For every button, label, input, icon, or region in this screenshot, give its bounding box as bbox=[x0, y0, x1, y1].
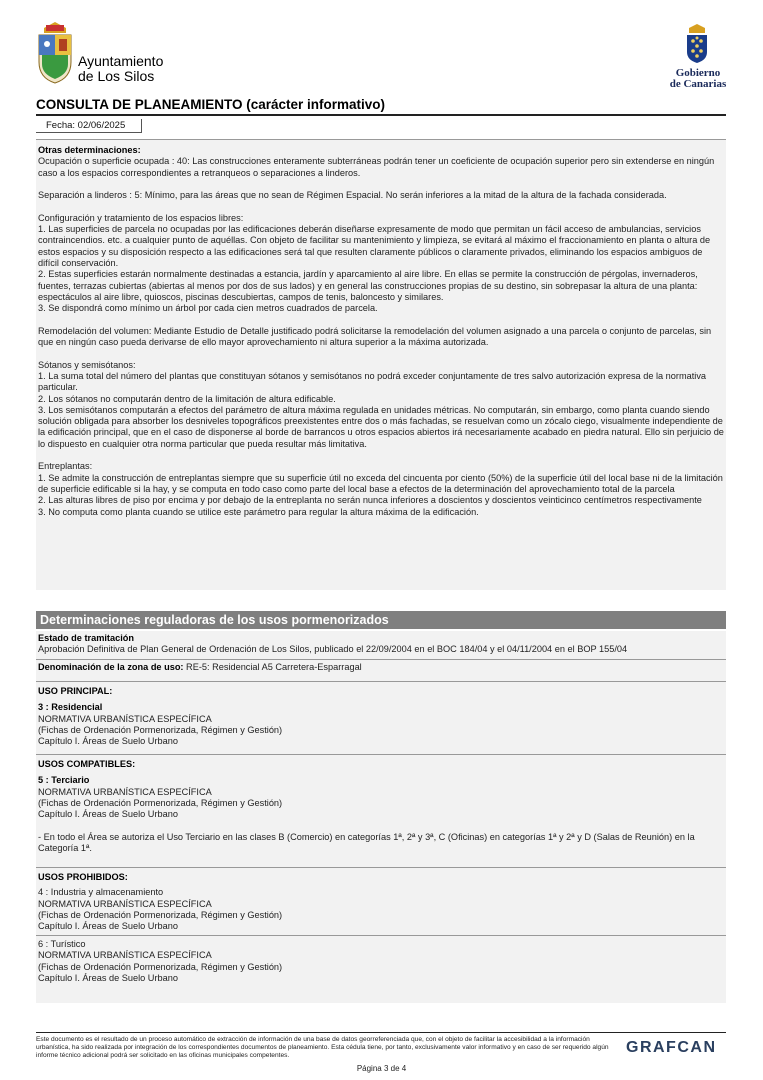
uso-compatible-line1: NORMATIVA URBANÍSTICA ESPECÍFICA bbox=[38, 786, 212, 797]
uso-prohibido-1-line1: NORMATIVA URBANÍSTICA ESPECÍFICA bbox=[38, 898, 212, 909]
entreplantas-title: Entreplantas: bbox=[38, 461, 93, 472]
uso-prohibido-2-line3: Capítulo I. Áreas de Suelo Urbano bbox=[38, 972, 178, 983]
config-item-2: 2. Estas superficies estarán normalmente destinadas a estancia, jardín y aparcamiento al aire libre. En ellas se permite la construcción de pérgolas, invernaderos, fuentes, terrazas cubiertas (abiertas al menos por dos de sus lados) y en general las construcciones propias de su destino, sin sobrepasar la altura de una planta: espectáculos al aire libre, quioscos, piscinas descubiertas, campos de tenis, baloncesto y similares. bbox=[38, 269, 698, 302]
usos-section-header: Determinaciones reguladoras de los usos pormenorizados bbox=[36, 611, 726, 629]
fecha-label: Fecha: 02/06/2025 bbox=[36, 119, 142, 133]
page-title: CONSULTA DE PLANEAMIENTO (carácter informativo) bbox=[36, 97, 386, 112]
uso-principal-label: USO PRINCIPAL: bbox=[38, 686, 113, 696]
grafcan-logo: GRAFCAN bbox=[626, 1039, 717, 1056]
estado-row bbox=[36, 631, 726, 659]
uso-prohibido-1-line2: (Fichas de Ordenación Pormenorizada, Régimen y Gestión) bbox=[38, 909, 283, 920]
uso-compatible-line2: (Fichas de Ordenación Pormenorizada, Régimen y Gestión) bbox=[38, 797, 283, 808]
ocupacion-text: Ocupación o superficie ocupada : 40: Las construcciones enteramente subterráneas podrán tener un coeficiente de ocupación superior pero sin extenderse en ningún caso a los espacios correspondientes a retranqueos o separaciones a linderos. bbox=[38, 156, 715, 178]
page-number: Página 3 de 4 bbox=[356, 1064, 407, 1073]
title-divider bbox=[36, 114, 726, 116]
otras-determinaciones-box bbox=[36, 139, 726, 590]
uso-principal-line1: NORMATIVA URBANÍSTICA ESPECÍFICA bbox=[38, 713, 212, 724]
config-item-3: 3. Se dispondrá como mínimo un árbol por cada cien metros cuadrados de parcela. bbox=[38, 303, 378, 314]
uso-compatible-line3: Capítulo I. Áreas de Suelo Urbano bbox=[38, 809, 178, 820]
zona-value: RE-5: Residencial A5 Carretera-Esparragal bbox=[183, 662, 362, 672]
uso-principal-line2: (Fichas de Ordenación Pormenorizada, Régimen y Gestión) bbox=[38, 724, 283, 735]
separacion-text: Separación a linderos : 5: Mínimo, para las áreas que no sean de Régimen Espacial. No serán inferiores a la mitad de la altura de la fachada considerada. bbox=[38, 190, 667, 201]
gobierno-line2: de Canarias bbox=[669, 78, 727, 90]
ayuntamiento-line1: Ayuntamiento bbox=[78, 53, 164, 69]
uso-principal-line3: Capítulo I. Áreas de Suelo Urbano bbox=[38, 736, 178, 747]
entreplantas-item-1: 1. Se admite la construcción de entreplantas siempre que su superficie útil no exceda del cincuenta por ciento (50%) de la superficie útil del local base ni de la limitación de superficie edificable si la hay, y se computa en todo caso como parte del local base a efectos de la determinación del aprovechamiento total de la parcela bbox=[38, 472, 723, 494]
uso-principal-name: 3 : Residencial bbox=[38, 702, 103, 713]
usos-compatibles-label: USOS COMPATIBLES: bbox=[38, 759, 136, 769]
uso-prohibido-2-name: 6 : Turístico bbox=[38, 939, 86, 949]
footer-divider bbox=[36, 1032, 726, 1033]
uso-principal-block bbox=[36, 681, 726, 754]
ayuntamiento-crest-icon bbox=[36, 22, 74, 84]
uso-prohibido-2-block bbox=[36, 935, 726, 1003]
config-item-1: 1. Las superficies de parcela no ocupadas por las edificaciones deberán diseñarse expresamente de modo que permitan un fácil acceso de ambulancias, servicios contraincendios. etc. a cualquier punto de aquéllas. Con objeto de facilitar su mantenimiento y limpieza, se evitará al máximo el fraccionamiento en planta o altura de estos espacios y su disposición respecto a las edificaciones será tal que resulten claramente públicos o claramente privados, eliminando los espacios ambiguos de difícil conservación. bbox=[38, 224, 711, 268]
sotanos-item-2: 2. Los sótanos no computarán dentro de la limitación de altura edificable. bbox=[38, 393, 336, 404]
usos-prohibidos-block bbox=[36, 867, 726, 935]
footer-disclaimer: Este documento es el resultado de un proceso automático de extracción de información de una base de datos georreferenciada que, con el objeto de facilitar la accesibilidad a la información urbanística, ha sido realizada por integración de los correspondientes documentos de planeamiento. Esta cédula tiene, por tanto, exclusivamente valor informativo y en caso de ser requerido algún informe técnico adicional podrá ser solicitado en las oficinas municipales competentes. bbox=[36, 1036, 609, 1059]
config-title: Configuración y tratamiento de los espacios libres: bbox=[38, 212, 244, 223]
entreplantas-item-2: 2. Las alturas libres de piso por encima y por debajo de la entreplanta no serán nunca inferiores a doscientos y doscientos veinticinco centímetros respectivamente bbox=[38, 495, 702, 506]
gobierno-line1: Gobierno bbox=[675, 67, 721, 79]
sotanos-item-1: 1. La suma total del número del plantas que constituyan sótanos y semisótanos no podrá exceder conjuntamente de tres salvo autorización expresa de la normativa particular. bbox=[38, 370, 707, 393]
estado-label: Estado de tramitación bbox=[38, 633, 134, 643]
ayuntamiento-line2: de Los Silos bbox=[78, 68, 155, 84]
gobierno-canarias-text bbox=[660, 68, 736, 90]
uso-prohibido-2-line1: NORMATIVA URBANÍSTICA ESPECÍFICA bbox=[38, 950, 212, 961]
sotanos-item-3: 3. Los semisótanos computarán a efectos del parámetro de altura máxima regulada en unidades métricas. No computarán, sin embargo, como planta cuando siendo solución obligada para absorber los desniveles topográficos preexistentes entre dos o más fachadas, se resuelvan como un zócalo ciego, visualmente independiente de la edificación principal, que en el caso de disponerse al borde de barrancos u otros espacios abiertos irá necesariamente acabado en piedra natural. Ello sin perjuicio de lo dispuesto en cualquier otra norma particular que pueda resultar más limitativa. bbox=[38, 404, 724, 449]
remodelacion-text: Remodelación del volumen: Mediante Estudio de Detalle justificado podrá solicitarse la remodelación del volumen asignado a una parcela o conjunto de parcelas, sin que en ningún caso pueda derivarse de ello mayor aprovechamiento ni altura superior a la máxima autorizada. bbox=[38, 325, 712, 348]
otras-heading: Otras determinaciones: bbox=[38, 145, 141, 155]
sotanos-title: Sótanos y semisótanos: bbox=[38, 359, 136, 370]
entreplantas-item-3: 3. No computa como planta cuando se utilice este parámetro para regular la altura máxima de la edificación. bbox=[38, 506, 479, 517]
uso-prohibido-2-line2: (Fichas de Ordenación Pormenorizada, Régimen y Gestión) bbox=[38, 961, 283, 972]
ayuntamiento-name bbox=[78, 54, 163, 84]
zona-label: Denominación de la zona de uso: bbox=[38, 662, 184, 672]
uso-compatible-name: 5 : Terciario bbox=[38, 775, 90, 786]
uso-prohibido-1-name: 4 : Industria y almacenamiento bbox=[38, 887, 164, 898]
usos-compatibles-block bbox=[36, 754, 726, 867]
zona-row bbox=[36, 659, 726, 681]
uso-compatible-note: - En todo el Área se autoriza el Uso Terciario en las clases B (Comercio) en categorías 1ª, 2ª y 3ª, C (Oficinas) en categorías 1ª y 2ª y D (Salas de Reunión) en la Categoría 1ª. bbox=[38, 831, 695, 854]
uso-prohibido-1-line3: Capítulo I. Áreas de Suelo Urbano bbox=[38, 921, 178, 932]
gobierno-canarias-emblem-icon bbox=[684, 24, 710, 64]
usos-prohibidos-label: USOS PROHIBIDOS: bbox=[38, 872, 128, 882]
estado-value: Aprobación Definitiva de Plan General de Ordenación de Los Silos, publicado el 22/09/2004 en el BOC 184/04 y el 04/11/2004 en el BOP 155/04 bbox=[38, 644, 628, 655]
